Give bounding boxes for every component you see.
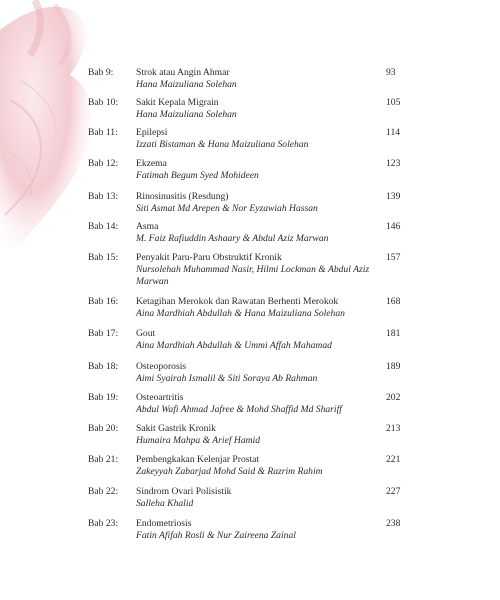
chapter-title: Penyakit Paru-Paru Obstruktif Kronik [136,252,282,263]
chapter-label: Bab 16: [88,296,119,307]
chapter-authors: Aina Mardhiah Abdullah & Ummi Affah Mahamad [136,340,332,351]
chapter-authors: Aina Mardhiah Abdullah & Hana Maizuliana Solehan [136,308,345,319]
chapter-label: Bab 17: [88,328,119,339]
table-of-contents [88,67,408,541]
page-number: 189 [386,361,401,372]
chapter-title: Osteoporosis [136,361,187,372]
chapter-label: Bab 18: [88,361,119,372]
toc-entry[interactable] [88,67,408,91]
toc-entry[interactable] [88,158,408,182]
chapter-authors: Hana Maizuliana Solehan [136,109,237,120]
chapter-label: Bab 10: [88,97,119,108]
page-number: 213 [386,423,401,434]
chapter-title: Epilepsi [136,127,168,138]
toc-entry[interactable] [88,221,408,245]
toc-entry[interactable] [88,423,408,447]
chapter-title: Ketagihan Merokok dan Rawatan Berhenti Merokok [136,296,339,307]
toc-entry[interactable] [88,191,408,215]
page-number: 238 [386,518,401,529]
chapter-title: Osteoartritis [136,392,184,403]
chapter-label: Bab 21: [88,454,119,465]
chapter-title: Endometriosis [136,518,192,529]
toc-entry[interactable] [88,454,408,478]
toc-entry[interactable] [88,252,408,288]
toc-entry[interactable] [88,97,408,121]
toc-entry[interactable] [88,486,408,510]
chapter-label: Bab 11: [88,127,118,138]
chapter-label: Bab 13: [88,191,119,202]
page-number: 202 [386,392,401,403]
chapter-authors: Fatin Afifah Rosli & Nur Zaireena Zainal [136,530,296,541]
chapter-label: Bab 23: [88,518,119,529]
chapter-authors: M. Faiz Rafiuddin Ashaary & Abdul Aziz Marwan [136,233,329,244]
chapter-authors: Zakeyyah Zabarjad Mohd Said & Razrim Rahim [136,466,323,477]
chapter-title: Asma [136,221,159,232]
chapter-authors: Abdul Wafi Ahmad Jafree & Mohd Shaffid Md Shariff [136,404,342,415]
chapter-authors: Izzati Bistaman & Hana Maizuliana Solehan [136,139,309,150]
chapter-title: Sindrom Ovari Polisistik [136,486,232,497]
chapter-authors: Humaira Mahpa & Arief Hamid [136,435,261,446]
page-number: 93 [386,67,396,78]
chapter-label: Bab 15: [88,252,119,263]
page-number: 181 [386,328,401,339]
toc-entry[interactable] [88,361,408,385]
toc-entry[interactable] [88,518,408,542]
chapter-label: Bab 12: [88,158,119,169]
chapter-title: Strok atau Angin Ahmar [136,67,230,78]
chapter-label: Bab 14: [88,221,119,232]
toc-entry[interactable] [88,296,408,320]
page-number: 123 [386,158,401,169]
toc-entry[interactable] [88,392,408,416]
chapter-title: Sakit Gastrik Kronik [136,423,216,434]
page-number: 114 [386,127,401,138]
toc-entry[interactable] [88,127,408,151]
page-number: 168 [386,296,401,307]
chapter-label: Bab 20: [88,423,119,434]
page-number: 227 [386,486,401,497]
chapter-label: Bab 22: [88,486,119,497]
chapter-label: Bab 19: [88,392,119,403]
chapter-title: Ekzema [136,158,167,169]
chapter-title: Rinosinusitis (Resdung) [136,191,229,202]
page-number: 221 [386,454,401,465]
chapter-authors: Fatimah Begum Syed Mohideen [136,170,259,181]
toc-entry[interactable] [88,328,408,352]
chapter-label: Bab 9: [88,67,114,78]
chapter-authors: Nursolehah Muhammad Nasir, Hilmi Lockman & Abdul Aziz Marwan [136,264,370,287]
page-number: 139 [386,191,401,202]
page-number: 146 [386,221,401,232]
chapter-authors: Aimi Syairah Ismalil & Siti Soraya Ab Rahman [136,373,318,384]
chapter-authors: Siti Asmat Md Arepen & Nor Eyzawiah Hassan [136,203,318,214]
chapter-title: Pembengkakan Kelenjar Prostat [136,454,260,465]
chapter-authors: Hana Maizuliana Solehan [136,79,237,90]
chapter-authors: Salleha Khalid [136,498,194,509]
chapter-title: Sakit Kepala Migrain [136,97,219,108]
page-number: 105 [386,97,401,108]
chapter-title: Gout [136,328,156,339]
page-number: 157 [386,252,401,263]
